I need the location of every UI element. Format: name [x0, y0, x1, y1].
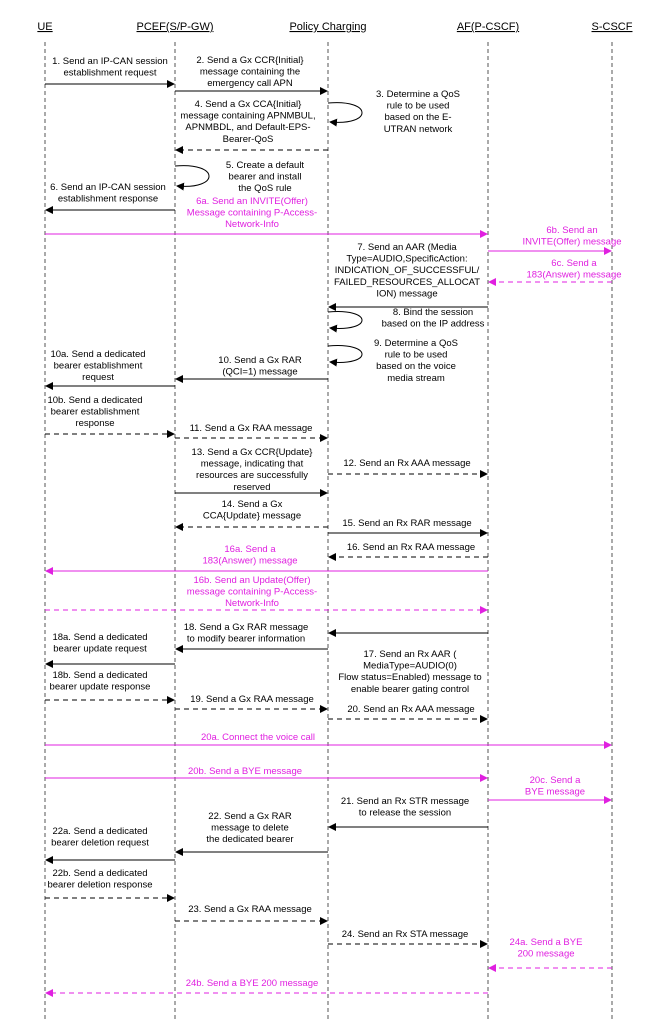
- label-line: message, indicating that: [200, 458, 304, 470]
- label-line: 24. Send an Rx STA message: [341, 929, 469, 940]
- label-line: Network-Info: [225, 219, 279, 231]
- label-line: establishment request: [63, 67, 157, 79]
- label-m3: [376, 89, 460, 135]
- label-m10: [218, 355, 302, 378]
- label-line: 12. Send an Rx AAA message: [343, 458, 471, 469]
- label-m16a: [202, 544, 297, 567]
- label-line: to modify bearer information: [186, 633, 306, 645]
- label-line: 183(Answer) message: [202, 555, 298, 567]
- label-m24b: [186, 978, 319, 989]
- label-line: INDICATION_OF_SUCCESSFUL/: [334, 265, 480, 277]
- label-m2: [196, 55, 303, 89]
- actor-scscf: S-CSCF: [591, 21, 633, 33]
- label-m20a: [201, 732, 315, 743]
- label-line: 9. Determine a QoS: [374, 338, 458, 349]
- label-m1: [52, 56, 168, 79]
- label-line: 5. Create a default: [225, 160, 305, 171]
- label-line: 18. Send a Gx RAR message: [183, 622, 309, 633]
- label-m6a: [187, 196, 317, 230]
- label-line: 10a. Send a dedicated: [50, 349, 146, 360]
- label-line: bearer deletion response: [47, 879, 153, 891]
- label-line: 6c. Send a: [551, 258, 597, 269]
- label-m18b: [50, 670, 151, 693]
- message-layer: [45, 55, 622, 993]
- label-m22a: [51, 826, 149, 849]
- label-m13: [192, 447, 313, 493]
- label-line: the QoS rule: [238, 183, 292, 195]
- label-line: media stream: [387, 372, 445, 384]
- label-m6b: [522, 225, 621, 248]
- label-m6: [50, 182, 166, 205]
- label-m17: [338, 649, 481, 695]
- label-line: FAILED_RESOURCES_ALLOCAT: [333, 276, 481, 288]
- label-line: 24a. Send a BYE: [509, 937, 583, 948]
- label-line: 6b. Send an: [546, 225, 598, 236]
- label-line: 11. Send a Gx RAA message: [189, 423, 313, 434]
- label-m8: [382, 307, 485, 330]
- label-line: Bearer-QoS: [222, 133, 274, 145]
- label-m10a: [50, 349, 145, 383]
- label-line: 24b. Send a BYE 200 message: [185, 978, 319, 989]
- label-line: 8. Bind the session: [392, 307, 474, 318]
- label-m14: [203, 499, 301, 522]
- label-m24a: [510, 937, 583, 960]
- label-line: 22b. Send a dedicated: [52, 868, 148, 879]
- label-line: based on the voice: [376, 361, 456, 373]
- label-line: 10. Send a Gx RAR: [218, 355, 302, 366]
- label-line: 21. Send an Rx STR message: [340, 796, 470, 807]
- label-line: request: [82, 372, 114, 384]
- label-line: message to delete: [211, 822, 289, 834]
- self-arrow-m5: [175, 166, 209, 187]
- label-line: message containing P-Access-: [186, 586, 318, 598]
- label-line: 1. Send an IP-CAN session: [52, 56, 168, 67]
- label-line: emergency call APN: [207, 78, 293, 90]
- self-arrow-m3: [328, 103, 362, 123]
- actor-af: AF(P-CSCF): [456, 21, 520, 33]
- actor-policy-charging: Policy Charging: [289, 21, 367, 33]
- label-line: 22. Send a Gx RAR: [208, 811, 292, 822]
- label-line: to release the session: [358, 807, 452, 819]
- label-line: (QCI=1) message: [222, 366, 298, 378]
- label-line: Network-Info: [225, 598, 279, 610]
- label-m12: [343, 458, 470, 469]
- label-m11: [190, 423, 313, 434]
- label-line: 22a. Send a dedicated: [52, 826, 148, 837]
- label-m10b: [47, 395, 142, 429]
- label-line: bearer establishment: [50, 406, 140, 418]
- label-line: 20. Send an Rx AAA message: [347, 704, 475, 715]
- label-line: enable bearer gating control: [350, 683, 470, 695]
- label-m16: [347, 542, 475, 553]
- label-line: 200 message: [517, 948, 575, 960]
- label-line: 4. Send a Gx CCA{Initial}: [194, 99, 302, 110]
- label-line: resources are successfully: [196, 470, 308, 482]
- label-m23: [188, 904, 312, 915]
- label-line: bearer update response: [49, 681, 151, 693]
- label-line: 17. Send an Rx AAR (: [363, 649, 457, 660]
- label-line: BYE message: [524, 786, 586, 798]
- label-line: based on the IP address: [381, 318, 485, 330]
- label-line: 2. Send a Gx CCR{Initial}: [196, 55, 304, 66]
- label-line: 10b. Send a dedicated: [47, 395, 143, 406]
- label-m22: [206, 811, 293, 845]
- label-line: 16b. Send an Update(Offer): [193, 575, 311, 586]
- label-line: 18a. Send a dedicated: [52, 632, 148, 643]
- label-line: 7. Send an AAR (Media: [357, 242, 457, 253]
- label-line: 20b. Send a BYE message: [187, 766, 303, 777]
- label-line: the dedicated bearer: [206, 834, 294, 846]
- label-line: 13. Send a Gx CCR{Update}: [191, 447, 313, 458]
- actor-ue: UE: [37, 21, 53, 33]
- label-line: message containing APNMBUL,: [180, 110, 316, 122]
- label-m9: [374, 338, 458, 384]
- label-line: 16a. Send a: [224, 544, 276, 555]
- label-line: 20a. Connect the voice call: [200, 732, 316, 743]
- label-line: establishment response: [57, 193, 159, 205]
- label-m20b: [188, 766, 302, 777]
- label-m18a: [52, 632, 147, 655]
- label-m6c: [526, 258, 621, 281]
- label-line: MediaType=AUDIO(0): [363, 660, 457, 672]
- label-line: 16. Send an Rx RAA message: [346, 542, 476, 553]
- label-line: bearer and install: [228, 171, 302, 183]
- label-line: 6. Send an IP-CAN session: [50, 182, 166, 193]
- label-line: INVITE(Offer) message: [522, 236, 622, 248]
- label-line: UTRAN network: [383, 123, 453, 135]
- label-m22b: [47, 868, 152, 891]
- self-arrow-m8: [328, 312, 362, 329]
- label-line: 19. Send a Gx RAA message: [190, 694, 314, 705]
- label-line: bearer update request: [53, 643, 147, 655]
- label-m5: [226, 160, 305, 194]
- label-m21: [341, 796, 469, 819]
- label-line: CCA{Update} message: [202, 510, 302, 522]
- label-line: Flow status=Enabled) message to: [338, 672, 482, 684]
- label-line: 183(Answer) message: [526, 269, 622, 281]
- label-line: 23. Send a Gx RAA message: [188, 904, 312, 915]
- label-line: Type=AUDIO,SpecificAction:: [346, 253, 468, 265]
- label-line: 20c. Send a: [529, 775, 581, 786]
- label-line: response: [75, 418, 115, 430]
- label-line: message containing the: [199, 66, 301, 78]
- label-line: rule to be used: [384, 349, 448, 361]
- label-line: 15. Send an Rx RAR message: [342, 518, 472, 529]
- label-line: 6a. Send an INVITE(Offer): [196, 196, 308, 207]
- label-m19: [190, 694, 314, 705]
- self-arrow-m9: [328, 346, 362, 363]
- label-line: 18b. Send a dedicated: [52, 670, 148, 681]
- label-m24: [342, 929, 469, 940]
- label-line: rule to be used: [386, 100, 450, 112]
- label-m20c: [525, 775, 585, 798]
- label-m20: [347, 704, 474, 715]
- label-line: APNMBDL, and Default-EPS-: [185, 122, 311, 134]
- label-line: 14. Send a Gx: [221, 499, 283, 510]
- label-m18: [184, 622, 309, 645]
- label-m15: [342, 518, 471, 529]
- label-line: bearer establishment: [53, 360, 143, 372]
- label-line: 3. Determine a QoS: [376, 89, 460, 100]
- label-m16b: [187, 575, 317, 609]
- label-line: reserved: [233, 481, 271, 493]
- label-line: based on the E-: [384, 112, 452, 124]
- label-line: Message containing P-Access-: [186, 207, 318, 219]
- label-line: bearer deletion request: [51, 837, 149, 849]
- actor-pcef: PCEF(S/P-GW): [136, 21, 214, 33]
- label-line: ION) message: [376, 288, 438, 300]
- label-m4: [180, 99, 315, 145]
- label-m7: [334, 242, 480, 299]
